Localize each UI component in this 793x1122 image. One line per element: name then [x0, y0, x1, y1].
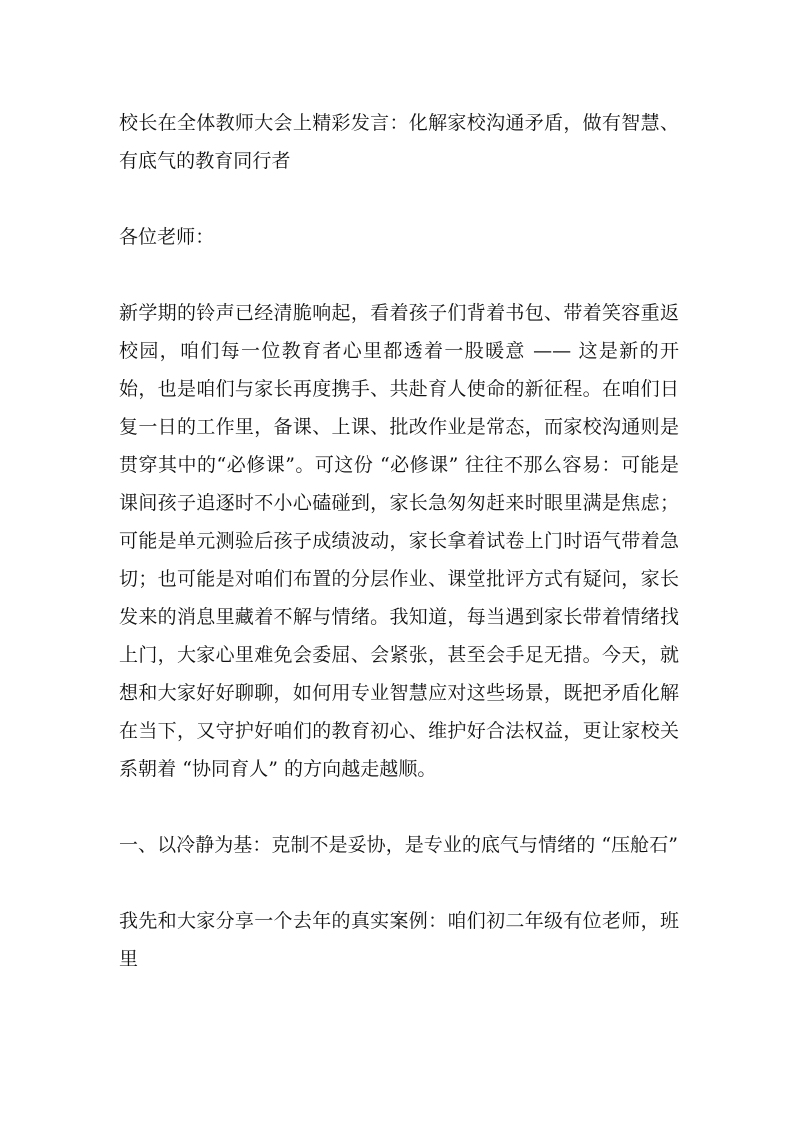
- section-heading: 一、以冷静为基：克制不是妥协，是专业的底气与情绪的 “压舱石”: [119, 834, 679, 856]
- document-title: 校长在全体教师大会上精彩发言：化解家校沟通矛盾，做有智慧、有底气的教育同行者: [119, 112, 679, 172]
- intro-paragraph: 新学期的铃声已经清脆响起，看着孩子们背着书包、带着笑容重返校园，咱们每一位教育者心里都透着一股暖意 —— 这是新的开始，也是咱们与家长再度携手、共赴育人使命的新征程。在咱们日复一日的工作里，备课、上课、批改作业是常态，而家校沟通则是贯穿其中的“必修课”。可这份 “必修课” 往往不那么容易：可能是课间孩子追逐时不小心磕碰到，家长急匆匆赶来时眼里满是焦虑；可能是单元测验后孩子成绩波动，家长拿着试卷上门时语气带着急切；也可能是对咱们布置的分层作业、课堂批评方式有疑问，家长发来的消息里藏着不解与情绪。我知道，每当遇到家长带着情绪找上门，大家心里难免会委屈、会紧张，甚至会手足无措。今天，就想和大家好好聊聊，如何用专业智慧应对这些场景，既把矛盾化解在当下，又守护好咱们的教育初心、维护好合法权益，更让家校关系朝着 “协同育人” 的方向越走越顺。: [119, 302, 679, 780]
- salutation: 各位老师：: [119, 226, 215, 248]
- section-paragraph: 我先和大家分享一个去年的真实案例：咱们初二年级有位老师，班里: [119, 910, 679, 970]
- document-page: [119, 104, 679, 978]
